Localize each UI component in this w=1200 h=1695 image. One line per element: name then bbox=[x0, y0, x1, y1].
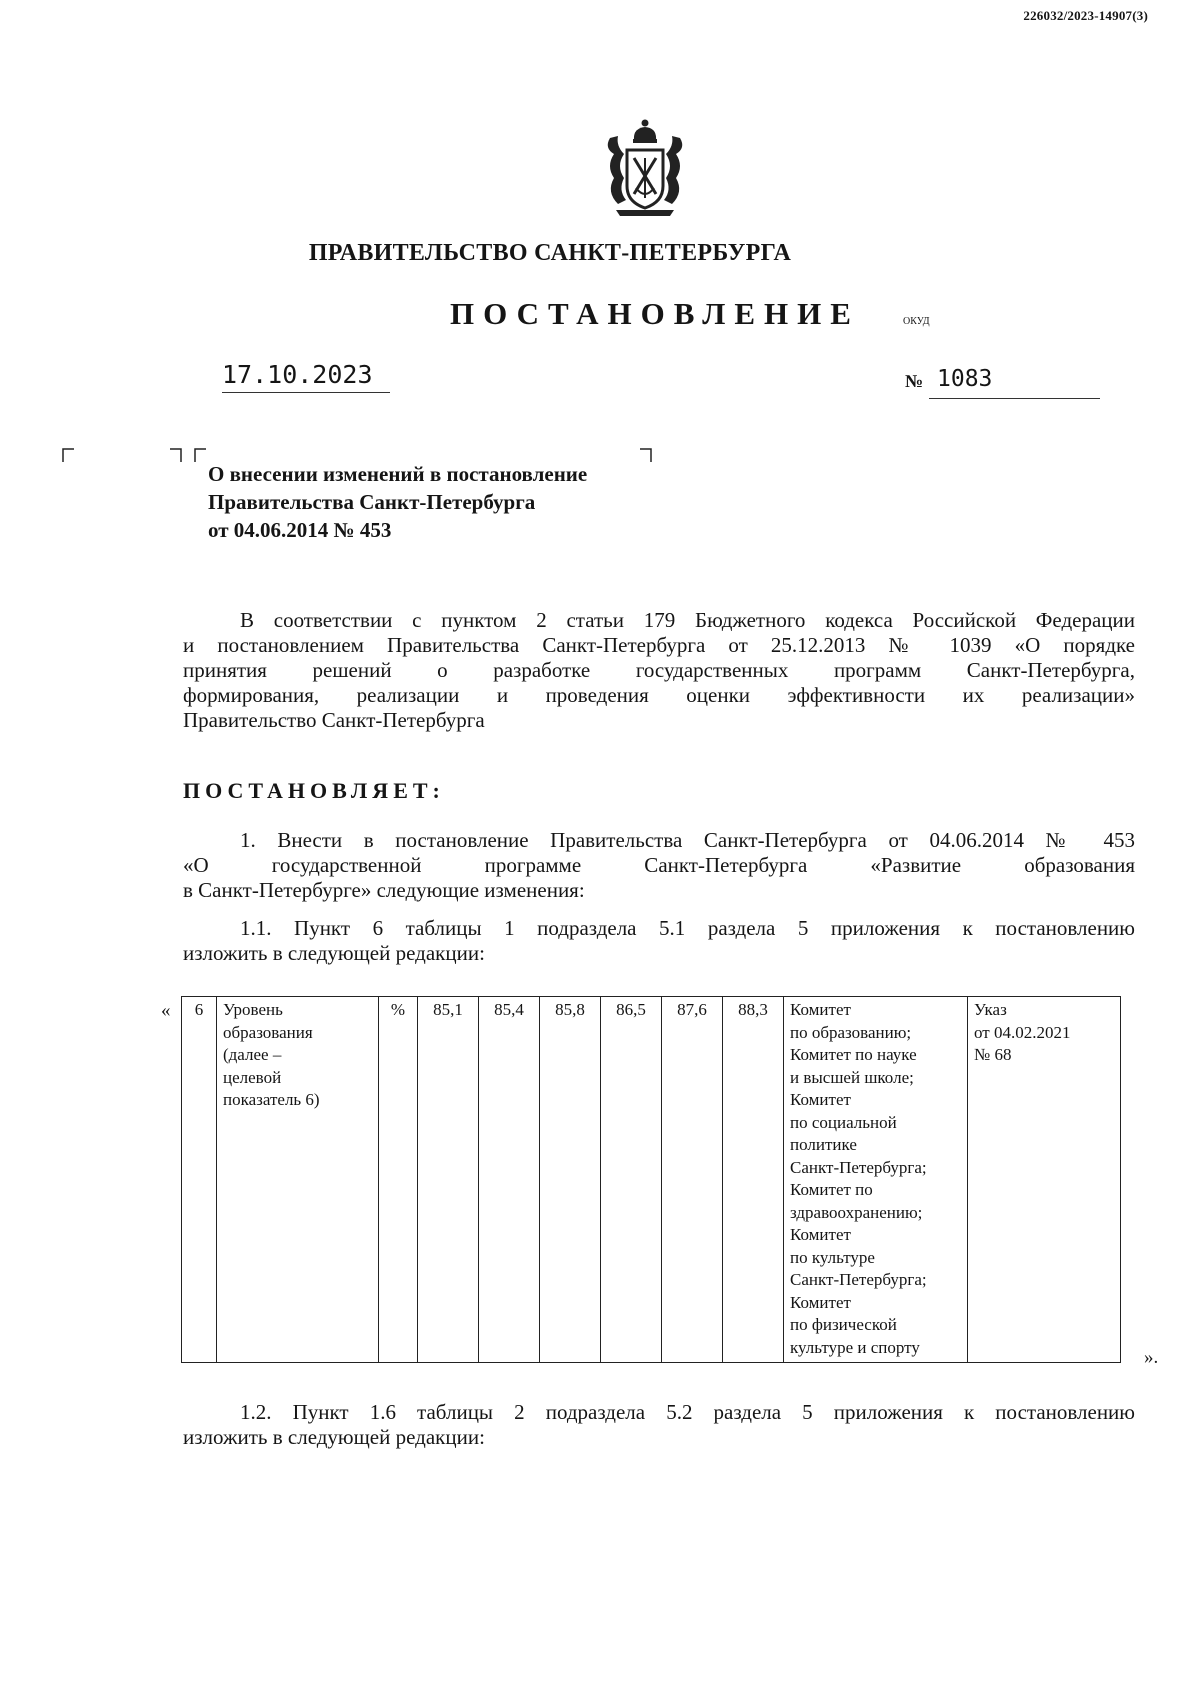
cell-indicator bbox=[217, 997, 379, 1363]
executor-line: Комитет bbox=[790, 1000, 851, 1019]
item-1-1-paragraph bbox=[183, 916, 1135, 966]
subject-line-3: от 04.06.2014 № 453 bbox=[208, 518, 392, 542]
cell-value: 86,5 bbox=[601, 997, 662, 1363]
resolves-heading: ПОСТАНОВЛЯЕТ: bbox=[183, 778, 445, 803]
executor-line: Комитет по bbox=[790, 1180, 873, 1199]
preamble-paragraph bbox=[183, 608, 1135, 733]
indicator-line: показатель 6) bbox=[223, 1090, 320, 1109]
item-1-line-3: в Санкт-Петербурге» следующие изменения: bbox=[183, 878, 585, 902]
executor-line: по физической bbox=[790, 1315, 897, 1334]
preamble-line-3: принятия решений о разработке государственных программ Санкт-Петербурга, bbox=[183, 658, 1135, 682]
item-1-2-line-1: 1.2. Пункт 1.6 таблицы 2 подраздела 5.2 раздела 5 приложения к постановлению bbox=[240, 1400, 1135, 1424]
issuer-heading: ПРАВИТЕЛЬСТВО САНКТ-ПЕТЕРБУРГА bbox=[308, 240, 792, 266]
executor-line: культуре и спорту bbox=[790, 1337, 920, 1357]
subject-line-2: Правительства Санкт-Петербурга bbox=[208, 490, 536, 514]
preamble-line-1: В соответствии с пунктом 2 статьи 179 Бюджетного кодекса Российской Федерации bbox=[240, 608, 1135, 632]
document-type-title: ПОСТАНОВЛЕНИЕ bbox=[450, 296, 860, 331]
coat-of-arms-icon bbox=[600, 118, 690, 218]
registration-number: 226032/2023-14907(3) bbox=[1023, 8, 1148, 23]
item-1-1-line-2: изложить в следующей редакции: bbox=[183, 941, 485, 965]
number-label: № bbox=[905, 371, 924, 391]
preamble-line-2: и постановлением Правительства Санкт-Петербурга от 25.12.2013 № 1039 «О порядке bbox=[183, 633, 1135, 657]
corner-mark-right bbox=[640, 448, 652, 462]
executor-line: Комитет bbox=[790, 1090, 851, 1109]
date-underline bbox=[222, 392, 390, 393]
document-date: 17.10.2023 bbox=[222, 360, 373, 389]
basis-line: от 04.02.2021 bbox=[974, 1022, 1071, 1042]
indicator-line: Уровень bbox=[223, 1000, 283, 1019]
item-1-paragraph bbox=[183, 828, 1135, 903]
executor-line: здравоохранению; bbox=[790, 1202, 923, 1222]
executor-line: по социальной bbox=[790, 1112, 897, 1132]
cell-value: 85,8 bbox=[540, 997, 601, 1363]
cell-value: 85,4 bbox=[479, 997, 540, 1363]
cell-value: 87,6 bbox=[662, 997, 723, 1363]
corner-mark-left-inner-b bbox=[194, 448, 206, 462]
table-quote-open: « bbox=[161, 1000, 171, 1021]
cell-basis bbox=[968, 997, 1121, 1363]
executor-line: по образованию; bbox=[790, 1022, 912, 1042]
document-number: 1083 bbox=[937, 366, 993, 392]
executor-line: Санкт-Петербурга; bbox=[790, 1157, 927, 1177]
subject-line-1: О внесении изменений в постановление bbox=[208, 462, 588, 486]
indicator-line: (далее – bbox=[223, 1045, 282, 1064]
corner-mark-left bbox=[62, 448, 74, 462]
executor-line: по культуре bbox=[790, 1247, 875, 1267]
cell-value: 88,3 bbox=[723, 997, 784, 1363]
basis-line: Указ bbox=[974, 1000, 1007, 1019]
number-underline bbox=[929, 398, 1100, 399]
cell-unit: % bbox=[379, 997, 418, 1363]
item-1-1-line-1: 1.1. Пункт 6 таблицы 1 подраздела 5.1 раздела 5 приложения к постановлению bbox=[240, 916, 1135, 940]
cell-executors bbox=[784, 997, 968, 1363]
table-quote-close: ». bbox=[1144, 1347, 1159, 1368]
amendment-table bbox=[181, 996, 1121, 1363]
preamble-line-4: формирования, реализации и проведения оценки эффективности их реализации» bbox=[183, 683, 1135, 707]
executor-line: Комитет bbox=[790, 1292, 851, 1312]
executor-line: политике bbox=[790, 1135, 857, 1154]
executor-line: Санкт-Петербурга; bbox=[790, 1270, 927, 1289]
item-1-line-2: «О государственной программе Санкт-Петербурга «Развитие образования bbox=[183, 853, 1135, 877]
item-1-2-paragraph bbox=[183, 1400, 1135, 1450]
indicator-line: образования bbox=[223, 1022, 313, 1042]
indicator-line: целевой bbox=[223, 1067, 282, 1087]
item-1-line-1: 1. Внести в постановление Правительства Санкт-Петербурга от 04.06.2014 № 453 bbox=[240, 828, 1135, 852]
document-subject bbox=[208, 460, 587, 544]
executor-line: Комитет по науке bbox=[790, 1045, 917, 1064]
executor-line: и высшей школе; bbox=[790, 1067, 914, 1087]
okud-label: ОКУД bbox=[903, 316, 930, 327]
item-1-2-line-2: изложить в следующей редакции: bbox=[183, 1425, 485, 1449]
corner-mark-left-inner-a bbox=[170, 448, 182, 462]
table-row bbox=[182, 997, 1121, 1363]
executor-line: Комитет bbox=[790, 1225, 851, 1244]
preamble-line-5: Правительство Санкт-Петербурга bbox=[183, 708, 485, 732]
basis-line: № 68 bbox=[974, 1045, 1012, 1064]
cell-value: 85,1 bbox=[418, 997, 479, 1363]
cell-number: 6 bbox=[182, 997, 217, 1363]
